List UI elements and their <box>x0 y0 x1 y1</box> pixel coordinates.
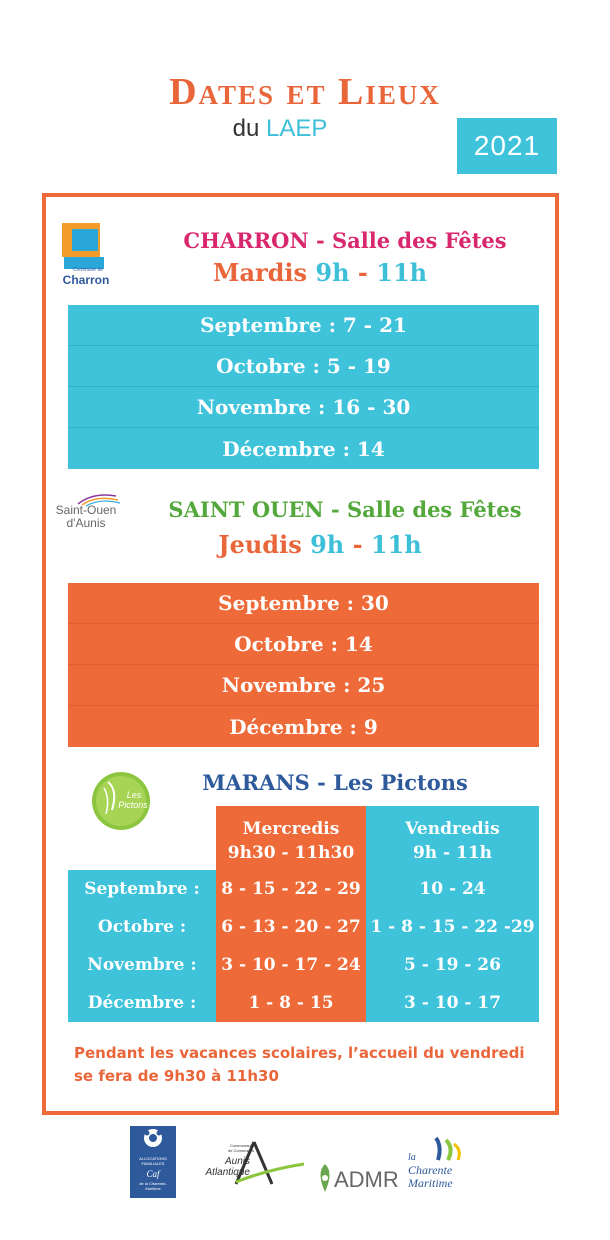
saint-ouen-time-start: 9h <box>310 530 345 559</box>
aunis-text: Communauté <box>229 1143 254 1148</box>
aunis-text: de Communes <box>227 1148 254 1153</box>
aunis-text: Aunis <box>224 1156 250 1167</box>
aunis-atlantique-logo <box>196 1140 306 1190</box>
vendredis-time: 9h - 11h <box>412 843 493 863</box>
saint-ouen-place: Salle des Fêtes <box>346 497 522 522</box>
month-label: Septembre : <box>84 879 200 899</box>
charron-time-start: 9h <box>315 258 350 287</box>
charron-schedule: Mardis 9h - 11h <box>212 258 428 287</box>
saint-ouen-logo-text: Saint-Ouen <box>55 503 117 517</box>
charente-maritime-text: la <box>408 1152 416 1163</box>
date-row: Novembre : 16 - 30 <box>68 387 539 428</box>
charron-time-end: 11h <box>376 258 428 287</box>
saint-ouen-schedule: Jeudis 9h - 11h <box>218 530 422 559</box>
charron-venue: CHARRON - Salle des Fêtes <box>183 228 507 253</box>
mercredis-dates: 8 - 15 - 22 - 29 <box>221 879 361 899</box>
date-row: Décembre : 14 <box>68 428 539 469</box>
vendredis-header <box>366 812 539 870</box>
marans-name: MARANS <box>202 770 310 795</box>
les-pictons-logo-text2: Pictons <box>118 800 148 810</box>
marans-venue: MARANS - Les Pictons <box>202 770 468 795</box>
marans-place: Les Pictons <box>333 770 468 795</box>
saint-ouen-venue: SAINT OUEN - Salle des Fêtes <box>168 497 522 522</box>
vendredis-dates: 10 - 24 <box>419 879 486 899</box>
month-label: Décembre : <box>87 993 197 1013</box>
page-title: Dates et Lieux <box>169 71 441 113</box>
caf-text: Maritime <box>145 1186 161 1191</box>
charente-maritime-text: Charente <box>408 1163 453 1177</box>
caf-text: FAMILIALES <box>141 1161 165 1166</box>
saint-ouen-logo-text2: d'Aunis <box>66 516 106 530</box>
saint-ouen-day: Jeudis <box>218 530 302 559</box>
saint-ouen-name: SAINT OUEN <box>168 497 324 522</box>
mercredis-dates: 3 - 10 - 17 - 24 <box>221 955 361 975</box>
mercredis-time: 9h30 - 11h30 <box>227 843 355 863</box>
admr-logo <box>314 1160 399 1196</box>
caf-text: ALLOCATIONS <box>139 1156 167 1161</box>
saint-ouen-dates <box>68 583 539 747</box>
mercredis-dates: 6 - 13 - 20 - 27 <box>221 917 361 937</box>
vendredis-dates: 3 - 10 - 17 <box>404 993 501 1013</box>
mercredis-day: Mercredis <box>242 819 340 839</box>
vendredis-dates: 1 - 8 - 15 - 22 -29 <box>370 917 535 937</box>
year-badge: 2021 <box>457 118 557 174</box>
marans-schedule-table <box>68 806 539 1022</box>
charron-name: CHARRON <box>183 228 309 253</box>
caf-emblem-icon <box>130 1126 176 1156</box>
month-label: Octobre : <box>97 917 187 937</box>
date-row: Septembre : 7 - 21 <box>68 305 539 346</box>
date-row: Octobre : 5 - 19 <box>68 346 539 387</box>
charron-place: Salle des Fêtes <box>332 228 507 253</box>
date-row: Novembre : 25 <box>68 665 539 706</box>
month-label: Novembre : <box>87 955 197 975</box>
caf-text: Caf <box>146 1169 160 1179</box>
mercredis-header <box>216 812 366 870</box>
charron-dates <box>68 305 539 469</box>
date-row: Octobre : 14 <box>68 624 539 665</box>
date-row: Septembre : 30 <box>68 583 539 624</box>
charente-maritime-text: Maritime <box>408 1176 453 1190</box>
charron-day: Mardis <box>212 258 308 287</box>
admr-emblem-icon <box>314 1160 336 1196</box>
les-pictons-logo-text: Les <box>126 790 142 800</box>
vendredis-dates: 5 - 19 - 26 <box>404 955 501 975</box>
subtitle-highlight: LAEP <box>266 115 328 142</box>
date-row: Décembre : 9 <box>68 706 539 747</box>
admr-text: ADMR <box>334 1167 399 1192</box>
charron-logo-text: Charron <box>62 273 110 287</box>
charron-logo <box>58 221 114 287</box>
holiday-note: Pendant les vacances scolaires, l’accueil du vendredi se fera de 9h30 à 11h30 <box>74 1044 525 1085</box>
caf-logo <box>130 1126 176 1198</box>
charente-maritime-logo <box>408 1136 472 1198</box>
aunis-text: Atlantique <box>205 1167 250 1178</box>
saint-ouen-time-end: 11h <box>370 530 422 559</box>
caf-text: de la Charente- <box>139 1181 167 1186</box>
mercredis-dates: 1 - 8 - 15 <box>248 993 334 1013</box>
subtitle-prefix: du <box>232 115 260 142</box>
vendredis-day: Vendredis <box>405 819 500 839</box>
charron-logo-caption: Commune de <box>72 267 103 273</box>
